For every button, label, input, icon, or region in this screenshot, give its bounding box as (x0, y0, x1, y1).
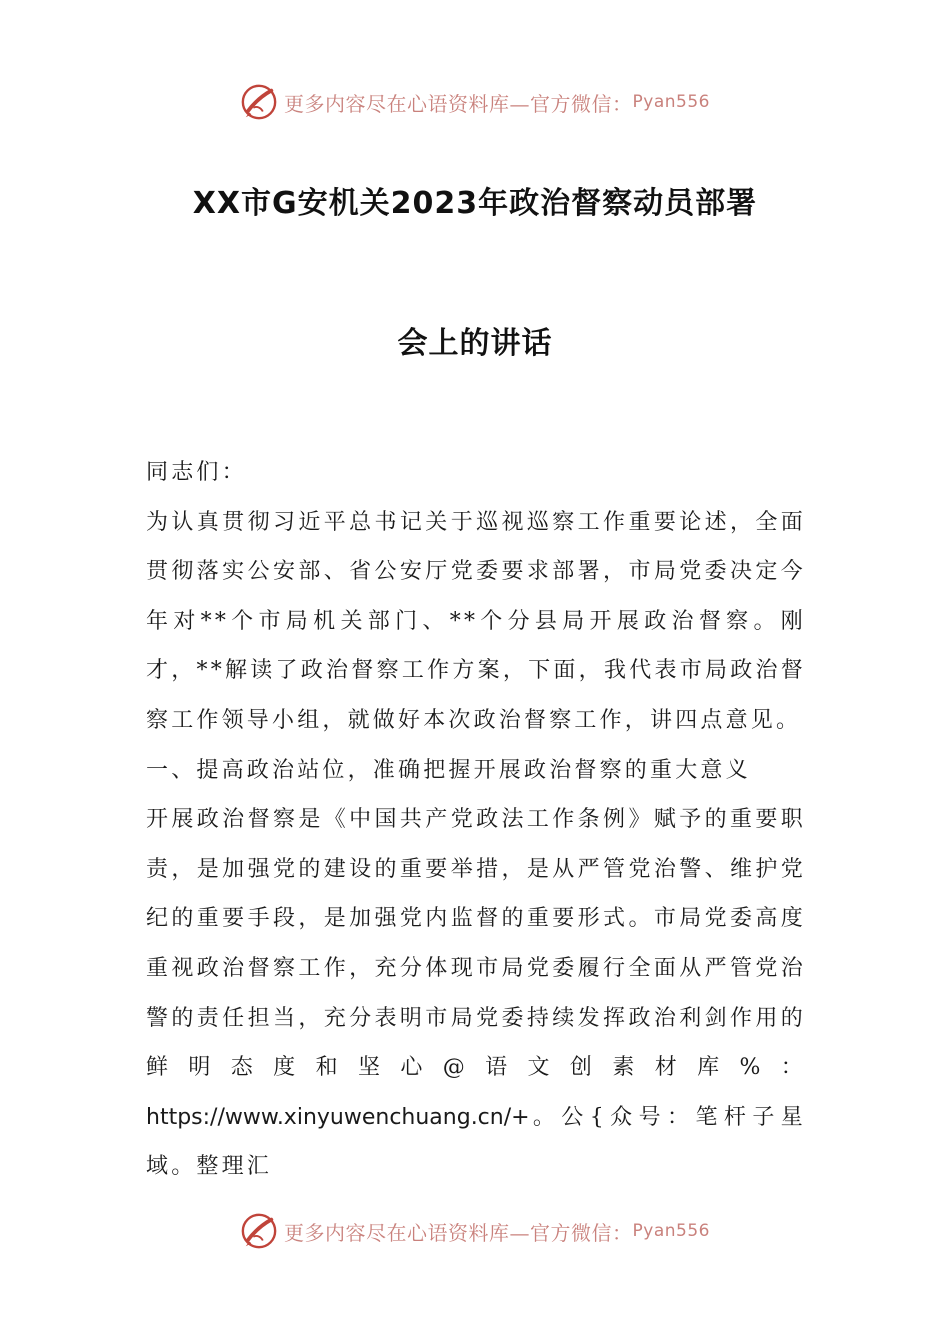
watermark-wechat-id: Pyan556 (632, 92, 710, 112)
pen-logo-icon (240, 83, 278, 121)
paragraph-significance-text: 开展政治督察是《中国共产党政法工作条例》赋予的重要职责，是加强党的建设的重要举措，是从严管党治警、维护党纪的重要手段，是加强党内监督的重要形式。市局党委高度重视政治督察工作，充分体现市局党委履行全面从严管党治警的责任担当，充分表明市局党委持续发挥政治利剑作用的鲜明态度和坚心@语文创素材库%： (146, 807, 806, 1081)
watermark-text: 更多内容尽在心语资料库—官方微信： (284, 1220, 633, 1245)
document-title-line-1: XX市G安机关2023年政治督察动员部署 (192, 186, 758, 221)
pen-logo-icon (240, 1212, 278, 1250)
watermark-wechat-id: Pyan556 (632, 1221, 710, 1241)
footer-watermark-banner (0, 1211, 950, 1251)
paragraph-intro: 为认真贯彻习近平总书记关于巡视巡察工作重要论述，全面贯彻落实公安部、省公安厅党委要求部署，市局党委决定今年对**个市局机关部门、**个分县局开展政治督察。刚才，**解读了政治督察工作方案，下面，我代表市局政治督察工作领导小组，就做好本次政治督察工作，讲四点意见。 (146, 509, 806, 733)
paragraph-significance-tail: 。公{众号：笔杆子星域。整理汇 (146, 1104, 806, 1180)
salutation: 同志们： (146, 460, 247, 485)
speech-body (146, 448, 806, 1192)
header-watermark-banner (0, 82, 950, 122)
document-title-line-2: 会上的讲话 (397, 326, 553, 361)
paragraph-significance (146, 795, 806, 1192)
section-heading-1: 一、提高政治站位，准确把握开展政治督察的重大意义 (146, 757, 751, 783)
source-url-text: https://www.xinyuwenchuang.cn/+ (146, 1104, 530, 1130)
watermark-text: 更多内容尽在心语资料库—官方微信： (284, 91, 633, 116)
